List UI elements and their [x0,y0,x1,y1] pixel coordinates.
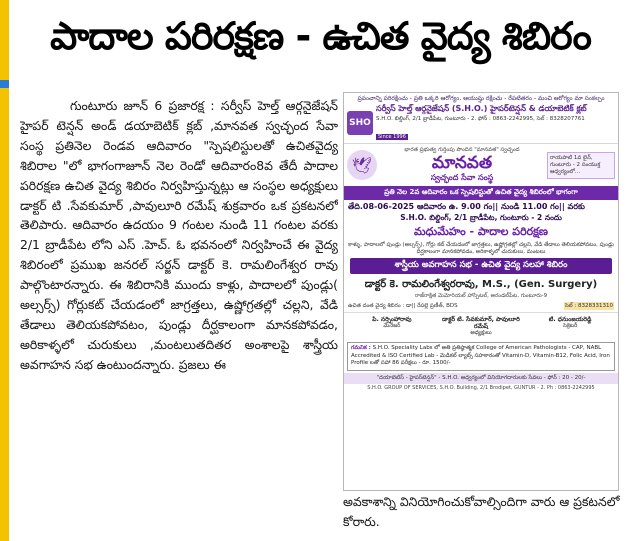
ad-person [437,316,525,337]
ad-note-head: గమనిక : [351,345,371,351]
ad-org-header [344,103,618,144]
ad-manavata-sub: స్వచ్ఛంద సేవా సంస్థ [430,173,494,182]
ad-org-address: S.H.O. బిల్డింగ్, 2/1 బ్రాడీపేట, గుంటూరు - 2. ఫోన్ : 0863-2242995, సెల్ : 8328207761 [376,116,585,122]
ad-person-role: సెక్రెటరీ [562,323,578,329]
ad-manavata-title: మానవత [431,153,493,173]
ad-person-name: పి. నర్సింహారావు [372,316,412,323]
ad-band: ప్రతి నెల 2వ ఆదివారం ఒక స్పెషలిస్టుతో ఉచిత వైద్య శిబిరంలో భాగంగా [344,186,618,200]
ad-person-name: డాక్టర్ టి. సేవకుమార్, పావులూరి రమేష్ [442,316,520,330]
ad-date-line: తేది.08-06-2025 ఆదివారం ఉ. 9.00 గం|| నుండి 11.00 గం|| వరకు [348,202,585,211]
ad-person [526,316,614,337]
ad-footer-band: "దయాబెటిస్ - హైపర్‌టెన్షన్" - S.H.O. ఆధ్వర్యంలో వినియోగదారులకు సేవలు - ఫోన్ : 20 - 20/- [344,373,618,384]
article-closing: అవకాశాన్ని వినియోగించుకోవాల్సిందిగా వారు ఆ ప్రకటనలో కోరారు. [343,494,620,529]
ad-people [344,313,618,340]
ad-note-box [347,342,615,371]
ad-doctor-hospital: రాజ్‌రాక్షిత మెమోరియల్ హాస్పిటల్, అరండల్‌పేట, గుంటూరు-9 [414,293,548,299]
ad-manavata-mid [381,146,543,184]
ad-person [348,316,436,337]
ad-since-badge: Since 1996 [378,134,406,140]
ad-event-title: మధుమేహం - పాదాల పరిరక్షణ [414,225,548,238]
ad-person-name: టి. ధనుంజయరెడ్డి [548,316,592,323]
ad-topics: కాళ్ళు, పాదాలలో పుండ్లు (అల్సర్స్), గోర్లు కట్ చేయడంలో జాగ్రత్తలు, ఉష్ణోగ్రతల్లో చల్లని, వేడి తేడాలు తెలియకపోవటం, పుండ్లు దీర్ఘకాలంగా మానకపోవడం, అరికాళ్ళలో చురుకులు, మంటలు [348,242,614,255]
headline: పాదాల పరిరక్షణ - ఉచిత వైద్య శిబిరం [50,14,591,58]
ad-org-text [376,104,615,142]
advertisement [343,92,619,491]
ad-org-name: సర్వీస్ హెల్త్ ఆర్గనైజేషన్ (S.H.O.) హైపర్‌టెన్షన్ & డయాబెటిక్ క్లబ్ [376,104,587,113]
ad-person-role: మేనేజర్ [383,323,401,329]
ad-manavata-small: భారత ప్రభుత్వ గుర్తింపు పొందిన "మానవత" స్వచ్ఛంద [404,147,520,153]
ad-contact-row [344,300,618,313]
ad-top-line: ప్రపంచాన్ని పరిరక్షించు - ప్రతి ఒక్కరి ఆరోగ్యం, ఆయుష్షు రక్షించు - రేపటితరం - మంచి ఆరోగ్యం మా సంకల్పం [357,95,605,102]
sho-logo-icon: SHO [347,111,373,135]
ad-awareness-band: శాస్త్రీయ అవగాహన సభ - ఉచిత వైద్య సలహా శిబిరం [350,258,612,274]
left-color-strip [0,0,9,541]
ad-person-role: అధ్యక్షులు [470,330,492,336]
strip-marker [0,80,9,88]
ad-manavata-address: రాయపాటి 1వ లైన్, గుంటూరు - 2 సంయుక్త ఆధ్వర్యంలో... [547,152,615,179]
article-body: గుంటూరు జూన్ 6 ప్రజారక్ష : సర్వీస్ హెల్త్ ఆర్గనైజేషన్ హైపర్ టెన్షన్ అండ్ డయాబెటిక్ క్లబ్ ,మానవత స్వచ్ఛంద సేవా సంస్థ ప్రతినెల రెండవ ఆదివారం "స్పెషలిస్టులతో ఉచితవైద్య శిబిరాల "లో భాగంగాజూన్ నెల రెండో ఆదివారం8వ తేదీ పాదాల పరిరక్షణ ఉచిత వైద్య శిబిరం నిర్వహిస్తున్నట్లు ఆ సంస్థల అధ్యక్షులు డాక్టర్ టి .సేవకుమార్ ,పావులూరి రమేష్ శుక్రవారం ఒక ప్రకటనలో తెలిపారు. ఆదివారం ఉదయం 9 గంటల నుండి 11 గంటల వరకు 2/1 బ్రాడీపేట లోని ఎస్ .హెచ్. ఓ భవనంలో నిర్వహించే ఈ వైద్య శిబిరంలో ప్రముఖ జనరల్ సర్జన్ డాక్టర్ కె. రామలింగేశ్వర రావు పాల్గొంటారన్నారు. ఈ శిబిరానికి ముందు కాళ్లు, పాదాలలో పుండ్లు( అల్సర్స్) గోర్లుకట్ చేయడంలో జాగ్రత్తలు, ఉష్ణోగ్రతల్లో చల్లని, వేడి తేడాలు తెలియకపోవటం, పుండ్లు దీర్ఘకాలంగా మానకపోవడం, అరికాళ్ళలో చురుకులు ,మంటలుతదితర అంశాలపై శాస్త్రీయ అవగాహన సభ ఉంటుందన్నారు. ప్రజలు ఈ [20,98,338,372]
ad-dental-camp: ఉచిత దంత వైద్య శిబిరం : డా|| రేపల్లె ప్రణీత్, BDS [348,303,458,309]
ad-doctor-name: డాక్టర్ కె. రామలింగేశ్వరరావు, M.S., (Gen. Surgery) [364,279,598,290]
ad-manavata-block [344,144,618,186]
ad-contact-cell: సెల్ : 8328331310 [564,303,613,309]
dove-logo-icon: 🕊 [347,150,377,180]
ad-venue-line: S.H.O. బిల్డింగ్, 2/1 బ్రాడీపేట, గుంటూరు - 2 నందు [400,213,562,222]
ad-footer-address: S.H.O. GROUP OF SERVICES, S.H.O. Building, 2/1 Brodipet, GUNTUR - 2. Ph : 0863-2242995 [367,384,595,391]
ad-note-text: S.H.O. Speciality Labs లో అతి ప్రతిష్ఠాత్మక College of American Pathologists - CAP, NABL Accredited & ISO Certified Lab - మెడికల్ ల్యాబ్స్ సహకారంతో Vitamin-D, Vitamin-B12, Folic Acid, Iron Profile లతో సహా 86 పరీక్షలు - రూ. 1500/- [351,345,610,366]
